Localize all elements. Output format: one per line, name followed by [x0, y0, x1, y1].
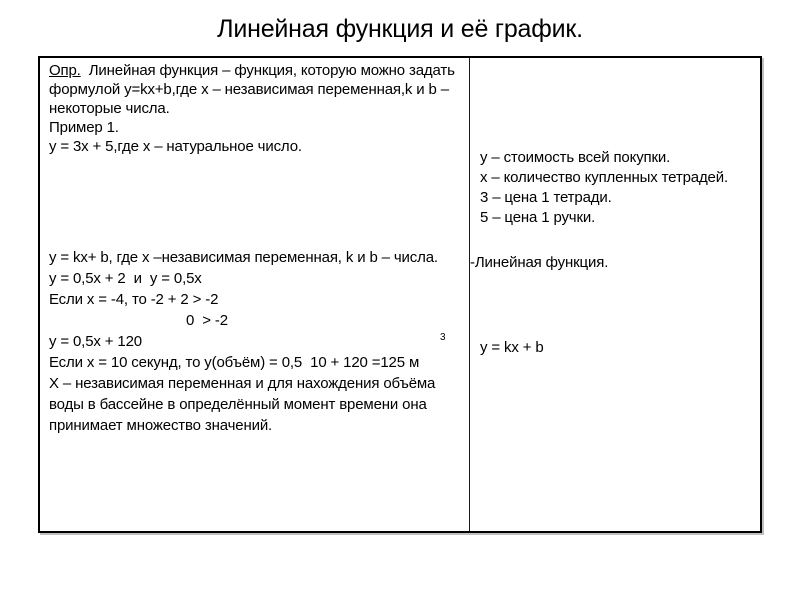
definition-label: Опр. [49, 62, 81, 79]
table-cell-definition [40, 58, 470, 531]
notation-line-5: 5 – цена 1 ручки. [480, 209, 596, 226]
notation-line-y: у – стоимость всей покупки. [480, 149, 671, 166]
example-formula: y = 3x + 5,где х – натуральное число. [49, 138, 302, 155]
general-formula-line: y = kx+ b, где х –независимая переменная, k и b – числа. [49, 249, 438, 266]
substitution-line: Если х = -4, то -2 + 2 > -2 [49, 291, 219, 308]
definition-text: Линейная функция – функция, которую можно задать формулой y=kx+b,где х – независимая переменная,k и b – некоторые числа. [49, 62, 459, 117]
slide-title: Линейная функция и её график. [217, 15, 583, 43]
pool-formula-line: y = 0,5x + 120 [49, 333, 142, 350]
inequality-result-line: 0 > -2 [186, 312, 228, 329]
two-functions-line: y = 0,5x + 2 и y = 0,5x [49, 270, 202, 287]
general-form-line: y = kx + b [480, 339, 544, 356]
slide-number: 3 [440, 332, 446, 343]
definition-block [49, 61, 468, 156]
pool-conclusion-paragraph: Х – независимая переменная и для нахождения объёма воды в бассейне в определённый момент времени она принимает множество значений. [49, 375, 440, 434]
example-label: Пример 1. [49, 119, 119, 136]
linear-function-note: -Линейная функция. [470, 254, 609, 271]
definition-paragraph [49, 61, 468, 118]
table-cell-notation [470, 58, 760, 531]
examples-block [49, 247, 468, 436]
vertical-spacer [49, 156, 468, 247]
pool-calculation-line: Если х = 10 секунд, то у(объём) = 0,5 10 + 120 =125 м [49, 354, 420, 371]
notation-line-x: х – количество купленных тетрадей. [480, 169, 728, 186]
content-table [38, 56, 762, 533]
notation-line-3: 3 – цена 1 тетради. [480, 189, 612, 206]
